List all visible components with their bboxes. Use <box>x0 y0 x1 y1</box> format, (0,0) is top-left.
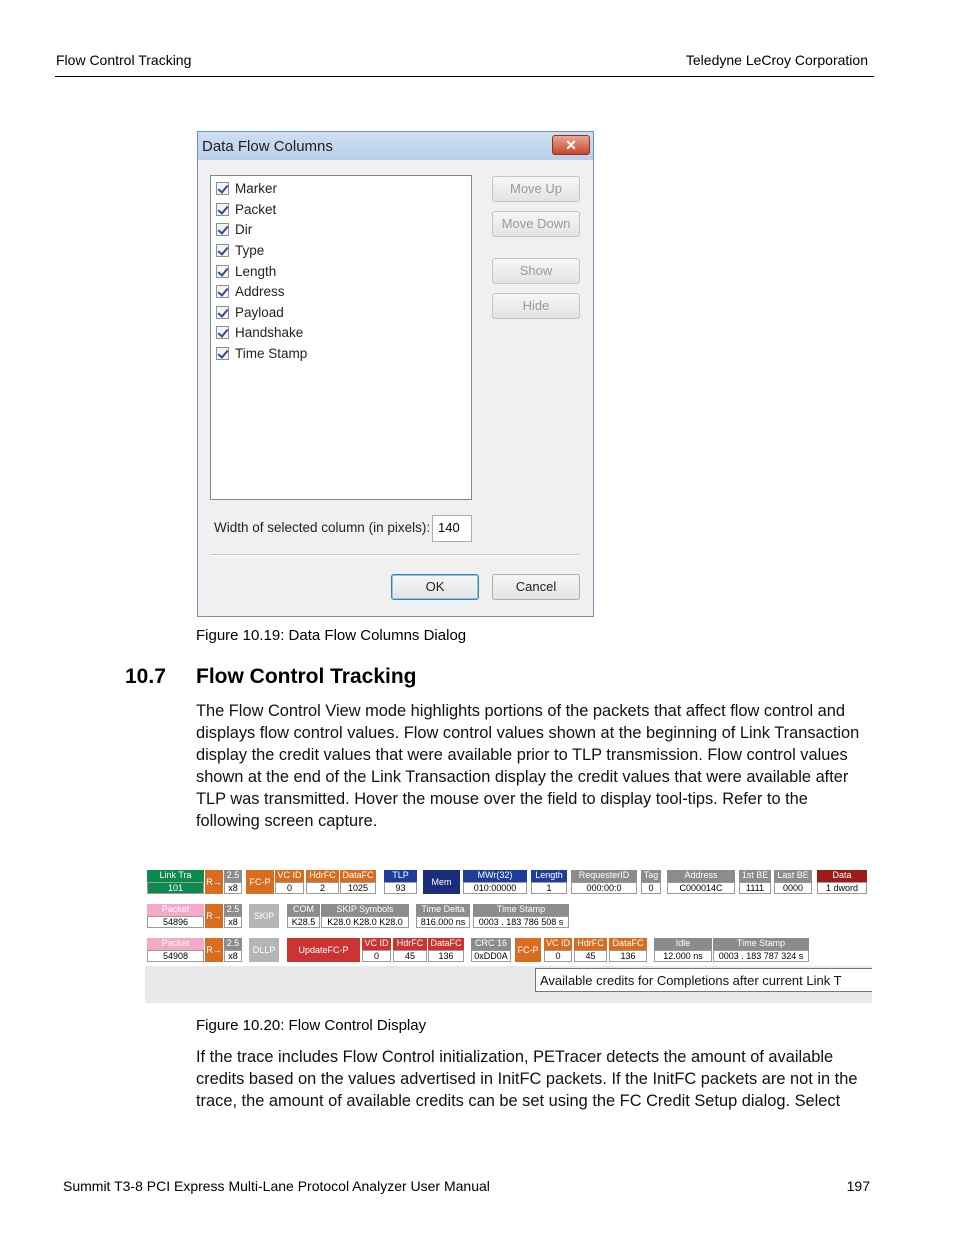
skip-symbols-field-header[interactable]: SKIP Symbols <box>321 904 409 916</box>
link-transaction-field-header[interactable]: Link Tra <box>147 870 204 882</box>
com-field-value[interactable]: K28.5 <box>287 916 320 928</box>
hdrfc-field-header[interactable]: HdrFC <box>393 938 427 950</box>
datafc-field-header[interactable]: DataFC <box>340 870 376 882</box>
column-item-marker[interactable] <box>216 178 277 198</box>
dialog-separator <box>210 554 580 556</box>
speed-field-header[interactable]: 2.5 <box>224 904 242 916</box>
time-delta-field-header[interactable]: Time Delta <box>416 904 470 916</box>
update-fc-cell[interactable]: UpdateFC-P <box>287 938 360 962</box>
speed-field-header[interactable]: 2.5 <box>224 938 242 950</box>
column-label: Packet <box>235 201 277 217</box>
column-label: Length <box>235 263 277 279</box>
column-item-type[interactable] <box>216 240 264 260</box>
vc-id-field-value[interactable]: 0 <box>362 950 391 962</box>
mwr-field-value[interactable]: 010:00000 <box>463 882 527 894</box>
checkbox-checked-icon[interactable] <box>216 306 229 319</box>
checkbox-checked-icon[interactable] <box>216 203 229 216</box>
column-item-packet[interactable] <box>216 199 276 219</box>
idle-field-value[interactable]: 12.000 ns <box>654 950 712 962</box>
section-number: 10.7 <box>125 665 166 688</box>
section-title: Flow Control Tracking <box>196 665 417 688</box>
mwr-field-header[interactable]: MWr(32) <box>463 870 527 882</box>
checkbox-checked-icon[interactable] <box>216 285 229 298</box>
tag-field-header[interactable]: Tag <box>641 870 661 882</box>
first-be-field-value[interactable]: 1111 <box>739 882 771 894</box>
tag-field-value[interactable]: 0 <box>641 882 661 894</box>
first-be-field-header[interactable]: 1st BE <box>739 870 771 882</box>
time-delta-field-value[interactable]: 816.000 ns <box>416 916 470 928</box>
column-label: Marker <box>235 180 278 196</box>
column-label: Handshake <box>235 324 304 340</box>
address-field-header[interactable]: Address <box>667 870 735 882</box>
figure-caption-2: Figure 10.20: Flow Control Display <box>196 1017 427 1034</box>
figure-caption-1: Figure 10.19: Data Flow Columns Dialog <box>196 627 467 644</box>
page-number: 197 <box>846 1178 870 1194</box>
column-label: Address <box>235 283 285 299</box>
dialog-title-bar <box>198 132 593 160</box>
hdrfc-field-2-value[interactable]: 45 <box>574 950 607 962</box>
vc-id-field-2-header[interactable]: VC ID <box>545 938 570 948</box>
footer-title: Summit T3-8 PCI Express Multi-Lane Protocol Analyzer User Manual <box>63 1178 490 1194</box>
speed-field-header[interactable]: 2.5 <box>224 870 242 882</box>
column-item-dir[interactable] <box>216 219 252 239</box>
column-label: Payload <box>235 304 284 320</box>
header-rule <box>55 76 874 77</box>
vc-id-field-header[interactable]: VC ID <box>362 938 391 950</box>
last-be-field-value[interactable]: 0000 <box>774 882 812 894</box>
ok-button[interactable]: OK <box>391 574 479 600</box>
checkbox-checked-icon[interactable] <box>216 347 229 360</box>
hdrfc-field-value[interactable]: 2 <box>306 882 339 894</box>
length-field-header[interactable]: Length <box>531 870 567 882</box>
direction-cell[interactable]: R→ <box>205 904 223 928</box>
direction-cell[interactable]: R→ <box>205 870 223 894</box>
packet-field-value[interactable]: 54908 <box>147 950 204 962</box>
mem-cell[interactable]: Mem <box>423 870 460 894</box>
time-stamp-field-value[interactable]: 0003 . 183 786 508 s <box>473 916 569 928</box>
time-stamp-field-header[interactable]: Time Stamp <box>473 904 569 916</box>
hdrfc-field-value[interactable]: 45 <box>393 950 427 962</box>
com-field-header[interactable]: COM <box>287 904 320 916</box>
checkbox-checked-icon[interactable] <box>216 182 229 195</box>
move-down-button[interactable]: Move Down <box>492 211 580 237</box>
skip-symbols-field-value[interactable]: K28.0 K28.0 K28.0 <box>321 916 409 928</box>
idle-field-header[interactable]: Idle <box>654 938 712 950</box>
data-field-value[interactable]: 1 dword <box>817 882 867 894</box>
running-header-left: Flow Control Tracking <box>56 52 192 68</box>
datafc-field-value[interactable]: 1025 <box>340 882 376 894</box>
checkbox-checked-icon[interactable] <box>216 326 229 339</box>
requester-id-field-value[interactable]: 000:00:0 <box>571 882 637 894</box>
time-stamp-field-header[interactable]: Time Stamp <box>713 938 809 950</box>
column-label: Type <box>235 242 265 258</box>
packet-field-header[interactable]: Packet <box>147 904 204 916</box>
datafc-field-2-header[interactable]: DataFC <box>609 938 647 950</box>
link-transaction-field-value[interactable]: 101 <box>147 882 204 894</box>
speed-field-value[interactable]: x8 <box>224 882 242 894</box>
paragraph-text: The Flow Control View mode highlights portions of the packets that affect flow control and displays flow control values. Flow control values shown at the beginning of Link Transaction display the credit values that were available prior to TLP transmission. Flow control values shown at the end of the Link Transaction display the credit values that were available after TLP was transmitted. Hover the mouse over the field to display tool-tips. Refer to the following screen capture. <box>196 702 860 830</box>
packet-field-header[interactable]: Packet <box>147 938 204 950</box>
close-icon[interactable]: ✕ <box>552 135 590 155</box>
column-item-address[interactable] <box>216 281 285 301</box>
data-flow-columns-dialog <box>197 131 594 617</box>
tooltip: Available credits for Completions after current Link T <box>535 968 872 992</box>
column-label: Dir <box>235 221 253 237</box>
packet-field-value[interactable]: 54896 <box>147 916 204 928</box>
length-field-value[interactable]: 1 <box>531 882 567 894</box>
speed-field-value[interactable]: x8 <box>224 950 242 962</box>
move-up-button[interactable]: Move Up <box>492 176 580 202</box>
cancel-button[interactable]: Cancel <box>492 574 580 600</box>
vc-id-field-header[interactable]: VC ID <box>275 870 304 882</box>
skip-cell[interactable]: SKIP <box>249 904 279 928</box>
flow-control-display <box>145 866 872 1003</box>
column-item-payload[interactable] <box>216 302 284 322</box>
hide-button[interactable]: Hide <box>492 293 580 319</box>
tlp-field-value[interactable]: 93 <box>384 882 417 894</box>
tlp-field-header[interactable]: TLP <box>384 870 417 882</box>
datafc-field-value[interactable]: 136 <box>428 950 464 962</box>
datafc-field-header[interactable]: DataFC <box>428 938 464 950</box>
column-item-length[interactable] <box>216 261 276 281</box>
dialog-title: Data Flow Columns <box>202 138 333 155</box>
checkbox-checked-icon[interactable] <box>216 244 229 257</box>
checkbox-checked-icon[interactable] <box>216 223 229 236</box>
direction-cell[interactable]: R→ <box>205 938 223 962</box>
column-width-input[interactable]: 140 <box>432 515 472 542</box>
vc-id-field-value[interactable]: 0 <box>275 882 304 894</box>
address-field-value[interactable]: C000014C <box>667 882 735 894</box>
vc-id-field-2-value[interactable]: 0 <box>544 950 572 962</box>
hdrfc-field-2-header[interactable]: HdrFC <box>574 938 607 950</box>
paragraph-initfc <box>196 1047 876 1113</box>
checkbox-checked-icon[interactable] <box>216 265 229 278</box>
crc-field-header[interactable]: CRC 16 <box>471 938 511 950</box>
time-stamp-field-value[interactable]: 0003 . 183 787 324 s <box>713 950 809 962</box>
width-label: Width of selected column (in pixels): <box>214 520 431 535</box>
column-list[interactable] <box>210 175 472 500</box>
paragraph-flow-control <box>196 701 876 832</box>
datafc-field-2-value[interactable]: 136 <box>609 950 647 962</box>
column-label: Time Stamp <box>235 345 308 361</box>
column-item-handshake[interactable] <box>216 322 303 342</box>
running-header-right: Teledyne LeCroy Corporation <box>685 52 868 68</box>
paragraph-text: If the trace includes Flow Control initialization, PETracer detects the amount of available credits based on the values advertised in InitFC packets. If the InitFC packets are not in the trace, the amount of available credits can be set using the FC Credit Setup dialog. Select <box>196 1048 858 1110</box>
data-field-header[interactable]: Data <box>817 870 867 882</box>
fc-p-cell[interactable]: FC-P <box>246 870 274 894</box>
crc-field-value[interactable]: 0xDD0A <box>471 950 511 962</box>
column-item-time-stamp[interactable] <box>216 343 307 363</box>
fc-p-cell[interactable]: FC-P <box>515 938 541 962</box>
dllp-cell[interactable]: DLLP <box>249 938 279 962</box>
hdrfc-field-header[interactable]: HdrFC <box>306 870 339 882</box>
requester-id-field-header[interactable]: RequesterID <box>571 870 637 882</box>
speed-field-value[interactable]: x8 <box>224 916 242 928</box>
show-button[interactable]: Show <box>492 258 580 284</box>
last-be-field-header[interactable]: Last BE <box>774 870 812 882</box>
